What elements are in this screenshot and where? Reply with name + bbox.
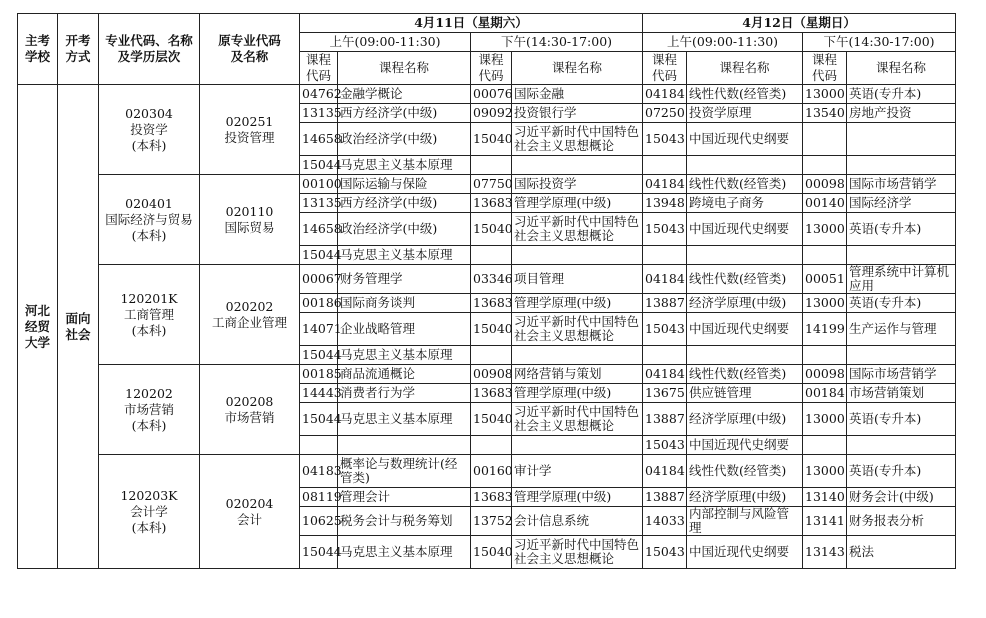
course-code: 13000 — [803, 213, 847, 246]
course-name — [512, 246, 643, 265]
mode-cell: 面向 社会 — [58, 85, 99, 569]
course-code: 13887 — [643, 488, 687, 507]
course-code: 13683 — [471, 384, 512, 403]
course-name: 马克思主义基本原理 — [338, 156, 471, 175]
course-name: 跨境电子商务 — [687, 194, 803, 213]
course-code — [643, 156, 687, 175]
course-code: 13140 — [803, 488, 847, 507]
course-name: 国际商务谈判 — [338, 294, 471, 313]
course-code: 15044 — [300, 536, 338, 569]
header-code: 课程 代码 — [471, 52, 512, 85]
course-code: 00067 — [300, 265, 338, 294]
major-cell: 120201K 工商管理 (本科) — [99, 265, 200, 365]
exam-schedule — [17, 13, 956, 569]
course-name: 线性代数(经管类) — [687, 365, 803, 384]
course-name: 线性代数(经管类) — [687, 85, 803, 104]
course-code: 13143 — [803, 536, 847, 569]
course-code — [803, 246, 847, 265]
course-name — [512, 156, 643, 175]
course-name: 管理学原理(中级) — [512, 384, 643, 403]
course-code: 08119 — [300, 488, 338, 507]
course-code — [471, 246, 512, 265]
course-code — [471, 156, 512, 175]
course-name: 马克思主义基本原理 — [338, 246, 471, 265]
course-name: 消费者行为学 — [338, 384, 471, 403]
major-cell: 020401 国际经济与贸易 (本科) — [99, 175, 200, 265]
header-code: 课程 代码 — [643, 52, 687, 85]
course-name: 习近平新时代中国特色社会主义思想概论 — [512, 536, 643, 569]
header-code: 课程 代码 — [300, 52, 338, 85]
course-code: 03346 — [471, 265, 512, 294]
course-code: 07250 — [643, 104, 687, 123]
course-name: 政治经济学(中级) — [338, 213, 471, 246]
major-cell: 120202 市场营销 (本科) — [99, 365, 200, 455]
course-code: 00100 — [300, 175, 338, 194]
course-name: 英语(专升本) — [847, 403, 956, 436]
course-code: 15044 — [300, 346, 338, 365]
course-code: 15043 — [643, 536, 687, 569]
course-code — [803, 156, 847, 175]
course-name: 英语(专升本) — [847, 213, 956, 246]
course-code — [803, 123, 847, 156]
course-name — [512, 346, 643, 365]
course-name: 内部控制与风险管理 — [687, 507, 803, 536]
course-code: 00098 — [803, 175, 847, 194]
course-code: 15043 — [643, 213, 687, 246]
course-name: 线性代数(经管类) — [687, 265, 803, 294]
course-name: 中国近现代史纲要 — [687, 436, 803, 455]
course-name: 线性代数(经管类) — [687, 175, 803, 194]
course-name: 习近平新时代中国特色社会主义思想概论 — [512, 123, 643, 156]
course-code: 14658 — [300, 213, 338, 246]
header-mode: 开考 方式 — [58, 14, 99, 85]
course-name: 习近平新时代中国特色社会主义思想概论 — [512, 403, 643, 436]
header-name: 课程名称 — [847, 52, 956, 85]
course-code: 14071 — [300, 313, 338, 346]
course-code: 04183 — [300, 455, 338, 488]
course-code: 14033 — [643, 507, 687, 536]
course-name: 市场营销策划 — [847, 384, 956, 403]
course-name: 财务报表分析 — [847, 507, 956, 536]
course-name: 中国近现代史纲要 — [687, 313, 803, 346]
course-code: 00140 — [803, 194, 847, 213]
course-name: 概率论与数理统计(经管类) — [338, 455, 471, 488]
course-code: 14658 — [300, 123, 338, 156]
course-code — [803, 346, 847, 365]
course-code: 04184 — [643, 265, 687, 294]
course-name: 习近平新时代中国特色社会主义思想概论 — [512, 213, 643, 246]
course-name: 国际运输与保险 — [338, 175, 471, 194]
course-code: 04184 — [643, 365, 687, 384]
course-code: 15040 — [471, 403, 512, 436]
course-name: 西方经济学(中级) — [338, 104, 471, 123]
course-name: 投资银行学 — [512, 104, 643, 123]
course-name: 中国近现代史纲要 — [687, 123, 803, 156]
course-name: 英语(专升本) — [847, 294, 956, 313]
course-name: 习近平新时代中国特色社会主义思想概论 — [512, 313, 643, 346]
course-name — [847, 156, 956, 175]
table-row — [18, 175, 956, 194]
header-name: 课程名称 — [512, 52, 643, 85]
header-day2-pm: 下午(14:30-17:00) — [803, 33, 956, 52]
course-code: 13683 — [471, 488, 512, 507]
course-code: 00908 — [471, 365, 512, 384]
orig-major-cell: 020251 投资管理 — [200, 85, 300, 175]
table-row — [18, 265, 956, 294]
header-school: 主考 学校 — [18, 14, 58, 85]
course-code: 15044 — [300, 156, 338, 175]
header-code: 课程 代码 — [803, 52, 847, 85]
course-name: 管理学原理(中级) — [512, 488, 643, 507]
course-code: 13000 — [803, 403, 847, 436]
course-code: 15040 — [471, 123, 512, 156]
course-name: 国际投资学 — [512, 175, 643, 194]
course-name: 中国近现代史纲要 — [687, 213, 803, 246]
course-name: 经济学原理(中级) — [687, 403, 803, 436]
table-row — [18, 85, 956, 104]
course-name — [847, 246, 956, 265]
course-name: 政治经济学(中级) — [338, 123, 471, 156]
course-name: 马克思主义基本原理 — [338, 346, 471, 365]
course-code: 13141 — [803, 507, 847, 536]
course-name — [687, 246, 803, 265]
course-name: 管理会计 — [338, 488, 471, 507]
course-name: 商品流通概论 — [338, 365, 471, 384]
course-code: 13887 — [643, 294, 687, 313]
course-name: 国际经济学 — [847, 194, 956, 213]
course-code: 04184 — [643, 85, 687, 104]
header-day2-am: 上午(09:00-11:30) — [643, 33, 803, 52]
course-name — [847, 346, 956, 365]
orig-major-cell: 020204 会计 — [200, 455, 300, 569]
course-code: 13683 — [471, 294, 512, 313]
course-code: 13540 — [803, 104, 847, 123]
course-code: 07750 — [471, 175, 512, 194]
course-name: 供应链管理 — [687, 384, 803, 403]
course-code: 15043 — [643, 123, 687, 156]
course-code: 04762 — [300, 85, 338, 104]
schedule-body — [18, 85, 956, 569]
course-name: 英语(专升本) — [847, 85, 956, 104]
course-code — [803, 436, 847, 455]
course-name: 管理系统中计算机应用 — [847, 265, 956, 294]
course-code: 15043 — [643, 436, 687, 455]
course-name — [338, 436, 471, 455]
course-name: 项目管理 — [512, 265, 643, 294]
course-code: 13000 — [803, 294, 847, 313]
course-name: 生产运作与管理 — [847, 313, 956, 346]
course-name: 会计信息系统 — [512, 507, 643, 536]
course-code: 13135 — [300, 104, 338, 123]
course-name: 审计学 — [512, 455, 643, 488]
course-code: 00184 — [803, 384, 847, 403]
course-code: 13000 — [803, 85, 847, 104]
course-code: 15043 — [643, 313, 687, 346]
table-row — [18, 455, 956, 488]
course-name — [512, 436, 643, 455]
orig-major-cell: 020208 市场营销 — [200, 365, 300, 455]
course-name: 企业战略管理 — [338, 313, 471, 346]
course-name: 国际市场营销学 — [847, 365, 956, 384]
course-code — [471, 346, 512, 365]
course-code: 15040 — [471, 313, 512, 346]
header-day1-pm: 下午(14:30-17:00) — [471, 33, 643, 52]
course-name: 金融学概论 — [338, 85, 471, 104]
course-name — [847, 123, 956, 156]
course-code: 15044 — [300, 246, 338, 265]
course-code: 15040 — [471, 213, 512, 246]
course-code: 00186 — [300, 294, 338, 313]
course-name: 中国近现代史纲要 — [687, 536, 803, 569]
course-name: 西方经济学(中级) — [338, 194, 471, 213]
course-name: 房地产投资 — [847, 104, 956, 123]
course-name: 财务管理学 — [338, 265, 471, 294]
course-name: 马克思主义基本原理 — [338, 403, 471, 436]
course-code: 00160 — [471, 455, 512, 488]
course-name: 国际市场营销学 — [847, 175, 956, 194]
course-name — [687, 156, 803, 175]
course-name: 线性代数(经管类) — [687, 455, 803, 488]
course-name: 投资学原理 — [687, 104, 803, 123]
major-cell: 120203K 会计学 (本科) — [99, 455, 200, 569]
course-code: 14199 — [803, 313, 847, 346]
header-major: 专业代码、名称 及学历层次 — [99, 14, 200, 85]
course-code — [643, 246, 687, 265]
course-code: 15044 — [300, 403, 338, 436]
orig-major-cell: 020202 工商企业管理 — [200, 265, 300, 365]
header-day2: 4月12日（星期日） — [643, 14, 956, 33]
course-code: 09092 — [471, 104, 512, 123]
course-name: 管理学原理(中级) — [512, 294, 643, 313]
course-code — [471, 436, 512, 455]
course-code: 00076 — [471, 85, 512, 104]
course-code: 13752 — [471, 507, 512, 536]
major-cell: 020304 投资学 (本科) — [99, 85, 200, 175]
course-code: 14443 — [300, 384, 338, 403]
header-name: 课程名称 — [338, 52, 471, 85]
course-name: 经济学原理(中级) — [687, 294, 803, 313]
table-row — [18, 365, 956, 384]
course-name — [687, 346, 803, 365]
course-code — [643, 346, 687, 365]
course-name: 马克思主义基本原理 — [338, 536, 471, 569]
course-name: 税务会计与税务筹划 — [338, 507, 471, 536]
course-name: 管理学原理(中级) — [512, 194, 643, 213]
header-orig-major: 原专业代码 及名称 — [200, 14, 300, 85]
course-code: 13683 — [471, 194, 512, 213]
course-code: 10625 — [300, 507, 338, 536]
course-code: 15040 — [471, 536, 512, 569]
course-code: 00185 — [300, 365, 338, 384]
course-code: 13675 — [643, 384, 687, 403]
course-name: 英语(专升本) — [847, 455, 956, 488]
course-name: 税法 — [847, 536, 956, 569]
course-name: 国际金融 — [512, 85, 643, 104]
course-code: 04184 — [643, 455, 687, 488]
course-name: 经济学原理(中级) — [687, 488, 803, 507]
course-name — [847, 436, 956, 455]
course-code: 00098 — [803, 365, 847, 384]
course-code — [300, 436, 338, 455]
course-code: 13000 — [803, 455, 847, 488]
header-day1-am: 上午(09:00-11:30) — [300, 33, 471, 52]
course-name: 财务会计(中级) — [847, 488, 956, 507]
header-name: 课程名称 — [687, 52, 803, 85]
course-code: 13948 — [643, 194, 687, 213]
school-cell: 河北 经贸 大学 — [18, 85, 58, 569]
course-code: 00051 — [803, 265, 847, 294]
course-code: 13887 — [643, 403, 687, 436]
course-name: 网络营销与策划 — [512, 365, 643, 384]
orig-major-cell: 020110 国际贸易 — [200, 175, 300, 265]
exam-schedule-table — [17, 13, 956, 569]
header-day1: 4月11日（星期六） — [300, 14, 643, 33]
course-code: 13135 — [300, 194, 338, 213]
course-code: 04184 — [643, 175, 687, 194]
